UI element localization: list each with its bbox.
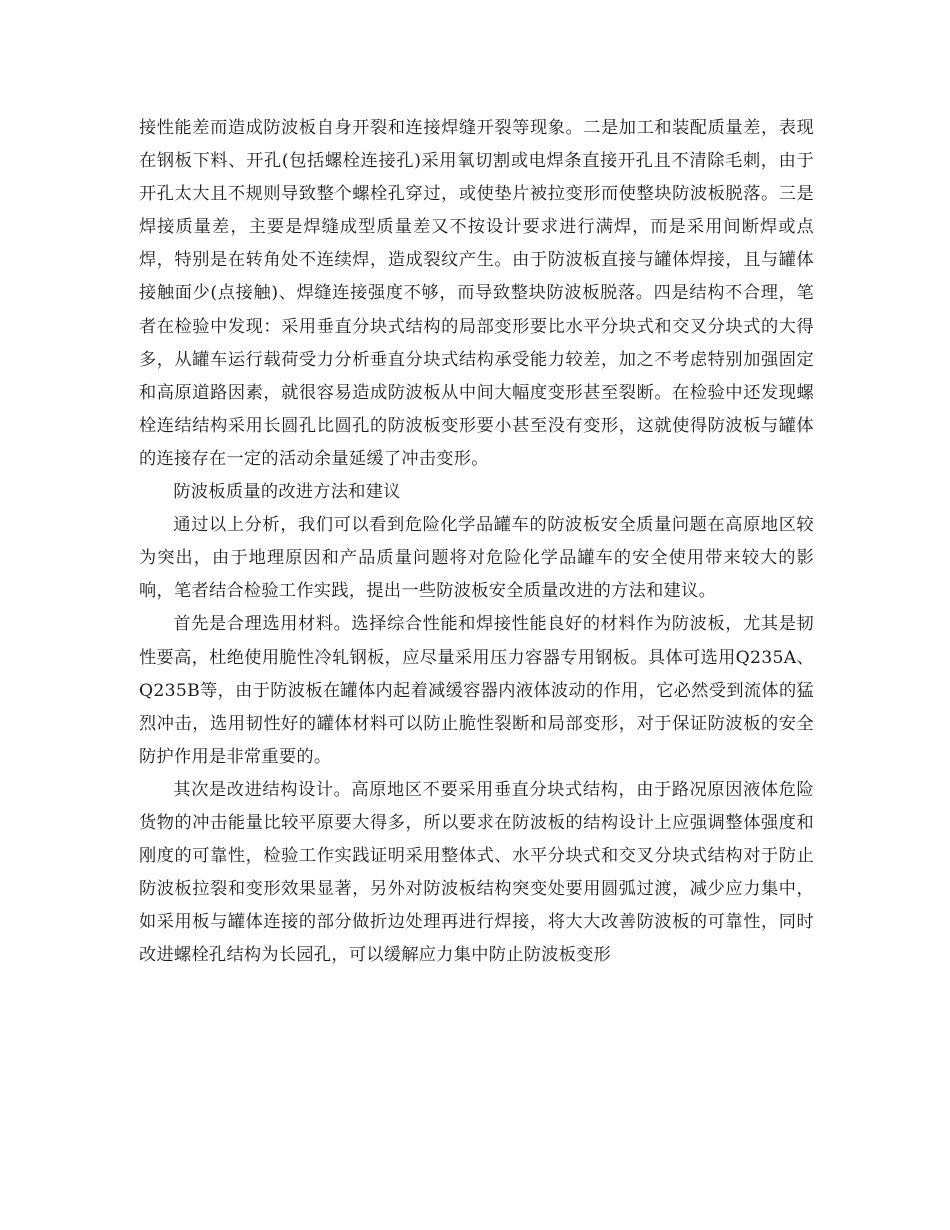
paragraph-material-selection: 首先是合理选用材料。选择综合性能和焊接性能良好的材料作为防波板，尤其是韧性要高，杜绝使用脆性冷轧钢板，应尽量采用压力容器专用钢板。具体可选用Q235A、Q235B等，由于防波板在罐体内起着减缓容器内液体波动的作用，它必然受到流体的猛烈冲击，选用韧性好的罐体材料可以防止脆性裂断和局部变形，对于保证防波板的安全防护作用是非常重要的。 xyxy=(139,614,814,767)
paragraph-analysis-summary: 通过以上分析，我们可以看到危险化学品罐车的防波板安全质量问题在高原地区较为突出，由于地理原因和产品质量问题将对危险化学品罐车的安全使用带来较大的影响，笔者结合检验工作实践，提出一些防波板安全质量改进的方法和建议。 xyxy=(139,515,814,602)
document-page xyxy=(139,112,814,972)
paragraph-continuation: 接性能差而造成防波板自身开裂和连接焊缝开裂等现象。二是加工和装配质量差，表现在钢板下料、开孔(包括螺栓连接孔)采用氧切割或电焊条直接开孔且不清除毛刺，由于开孔太大且不规则导致整个螺栓孔穿过，或使垫片被拉变形而使整块防波板脱落。三是焊接质量差，主要是焊缝成型质量差又不按设计要求进行满焊，而是采用间断焊或点焊，特别是在转角处不连续焊，造成裂纹产生。由于防波板直接与罐体焊接，且与罐体接触面少(点接触)、焊缝连接强度不够，而导致整块防波板脱落。四是结构不合理，笔者在检验中发现：采用垂直分块式结构的局部变形要比水平分块式和交叉分块式的大得多，从罐车运行载荷受力分析垂直分块式结构承受能力较差，加之不考虑特别加强固定和高原道路因素，就很容易造成防波板从中间大幅度变形甚至裂断。在检验中还发现螺栓连结结构采用长圆孔比圆孔的防波板变形要小甚至没有变形，这就使得防波板与罐体的连接存在一定的活动余量延缓了冲击变形。 xyxy=(139,118,814,469)
section-heading: 防波板质量的改进方法和建议 xyxy=(173,482,401,503)
paragraph-structure-design: 其次是改进结构设计。高原地区不要采用垂直分块式结构，由于路况原因液体危险货物的冲击能量比较平原要大得多，所以要求在防波板的结构设计上应强调整体强度和刚度的可靠性，检验工作实践证明采用整体式、水平分块式和交叉分块式结构对于防止防波板拉裂和变形效果显著，另外对防波板结构突变处要用圆弧过渡，减少应力集中，如采用板与罐体连接的部分做折边处理再进行焊接，将大大改善防波板的可靠性，同时改进螺栓孔结构为长园孔，可以缓解应力集中防止防波板变形 xyxy=(139,779,814,966)
